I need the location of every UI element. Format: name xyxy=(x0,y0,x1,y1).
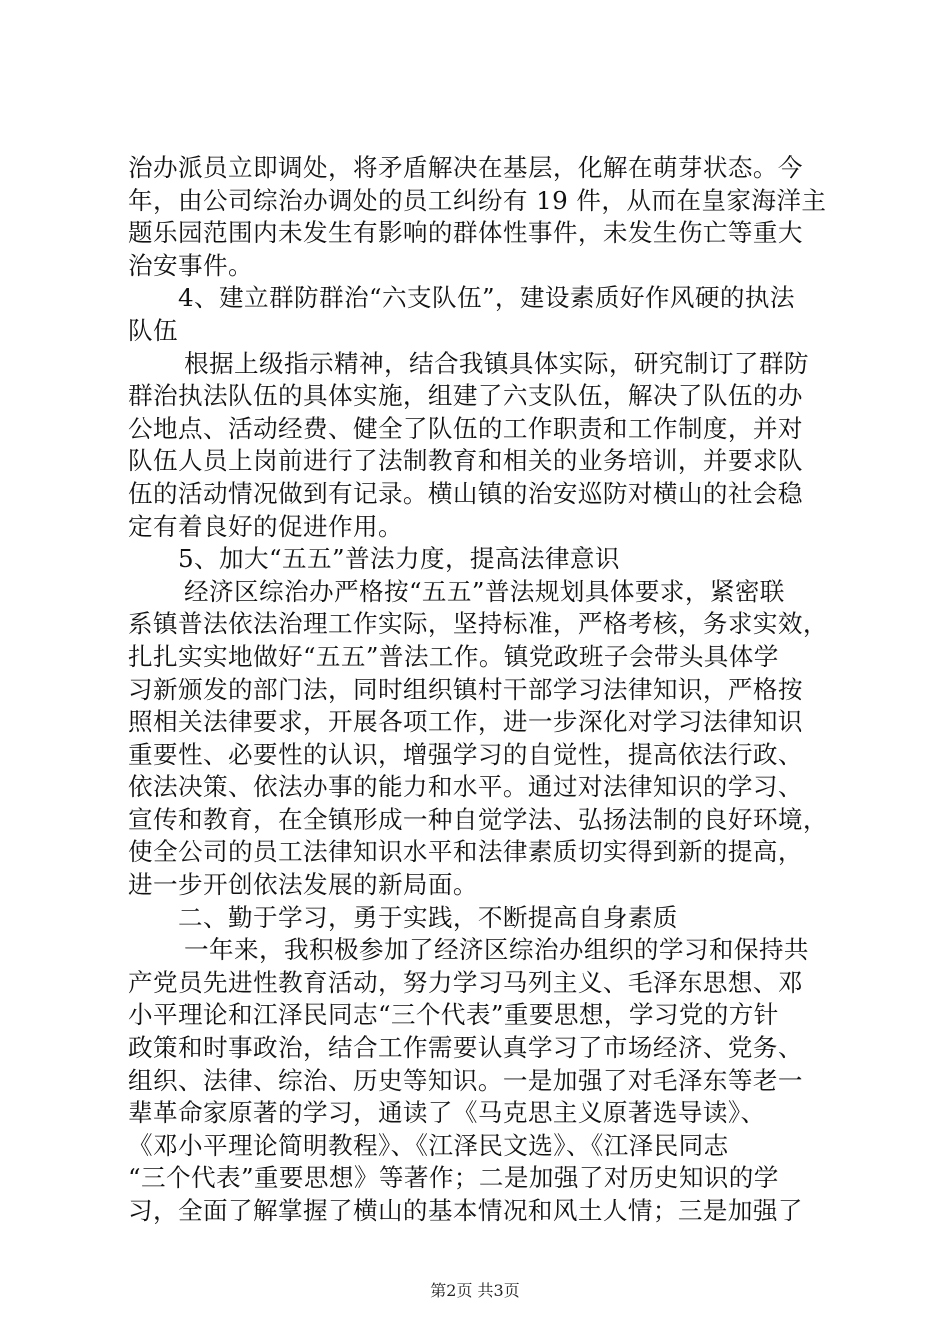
text-line: 《邓小平理论简明教程》、《江泽民文选》、《江泽民同志 xyxy=(128,1130,729,1160)
text-line: 产党员先进性教育活动，努力学习马列主义、毛泽东思想、邓 xyxy=(128,967,803,997)
text-line: 习，全面了解掌握了横山的基本情况和风土人情；三是加强了 xyxy=(128,1196,803,1225)
document-body xyxy=(128,152,834,1228)
text-line: 宣传和教育，在全镇形成一种自觉学法、弘扬法制的良好环境， xyxy=(128,804,828,834)
text-line: 使全公司的员工法律知识水平和法律素质切实得到新的提高， xyxy=(128,837,803,867)
text-line: 队伍人员上岗前进行了法制教育和相关的业务培训，并要求队 xyxy=(128,446,803,476)
text-line: 二、勤于学习，勇于实践，不断提高自身素质 xyxy=(178,902,678,932)
text-line: 经济区综治办严格按“五五”普法规划具体要求，紧密联 xyxy=(184,576,785,606)
text-line: 依法决策、依法办事的能力和水平。通过对法律知识的学习、 xyxy=(128,772,803,802)
text-line: 4、建立群防群治“六支队伍”，建设素质好作风硬的执法 xyxy=(178,283,795,313)
text-line: 小平理论和江泽民同志“三个代表”重要思想，学习党的方针 xyxy=(128,1000,779,1030)
text-line: 伍的活动情况做到有记录。横山镇的治安巡防对横山的社会稳 xyxy=(128,478,803,508)
text-line: “三个代表”重要思想》等著作；二是加强了对历史知识的学 xyxy=(128,1163,779,1193)
page-footer: 第2页 共3页 xyxy=(430,1281,520,1300)
text-line: 照相关法律要求，开展各项工作，进一步深化对学习法律知识 xyxy=(128,707,803,737)
text-line: 习新颁发的部门法，同时组织镇村干部学习法律知识，严格按 xyxy=(128,674,803,704)
text-line: 治办派员立即调处，将矛盾解决在基层，化解在萌芽状态。今 xyxy=(128,153,803,182)
text-line: 队伍 xyxy=(128,315,178,345)
text-line: 题乐园范围内未发生有影响的群体性事件，未发生伤亡等重大 xyxy=(128,218,803,248)
text-line: 系镇普法依法治理工作实际，坚持标准，严格考核，务求实效， xyxy=(128,609,828,639)
text-line: 年，由公司综治办调处的员工纠纷有 19 件，从而在皇家海洋主 xyxy=(128,185,827,215)
text-line: 重要性、必要性的认识，增强学习的自觉性，提高依法行政、 xyxy=(128,739,803,769)
text-line: 扎扎实实地做好“五五”普法工作。镇党政班子会带头具体学 xyxy=(128,641,779,671)
text-line: 5、加大“五五”普法力度，提高法律意识 xyxy=(178,544,620,574)
text-line: 一年来，我积极参加了经济区综治办组织的学习和保持共 xyxy=(184,935,809,965)
text-line: 公地点、活动经费、健全了队伍的工作职责和工作制度，并对 xyxy=(128,413,803,443)
text-line: 辈革命家原著的学习，通读了《马克思主义原著选导读》、 xyxy=(128,1098,766,1128)
text-line: 组织、法律、综治、历史等知识。一是加强了对毛泽东等老一 xyxy=(128,1065,803,1095)
text-line: 治安事件。 xyxy=(128,250,253,280)
text-line: 进一步开创依法发展的新局面。 xyxy=(128,870,478,900)
text-line: 定有着良好的促进作用。 xyxy=(128,511,403,541)
text-line: 政策和时事政治，结合工作需要认真学习了市场经济、党务、 xyxy=(128,1033,803,1063)
text-line: 根据上级指示精神，结合我镇具体实际，研究制订了群防 xyxy=(184,348,809,378)
text-line: 群治执法队伍的具体实施，组建了六支队伍，解决了队伍的办 xyxy=(128,381,803,411)
